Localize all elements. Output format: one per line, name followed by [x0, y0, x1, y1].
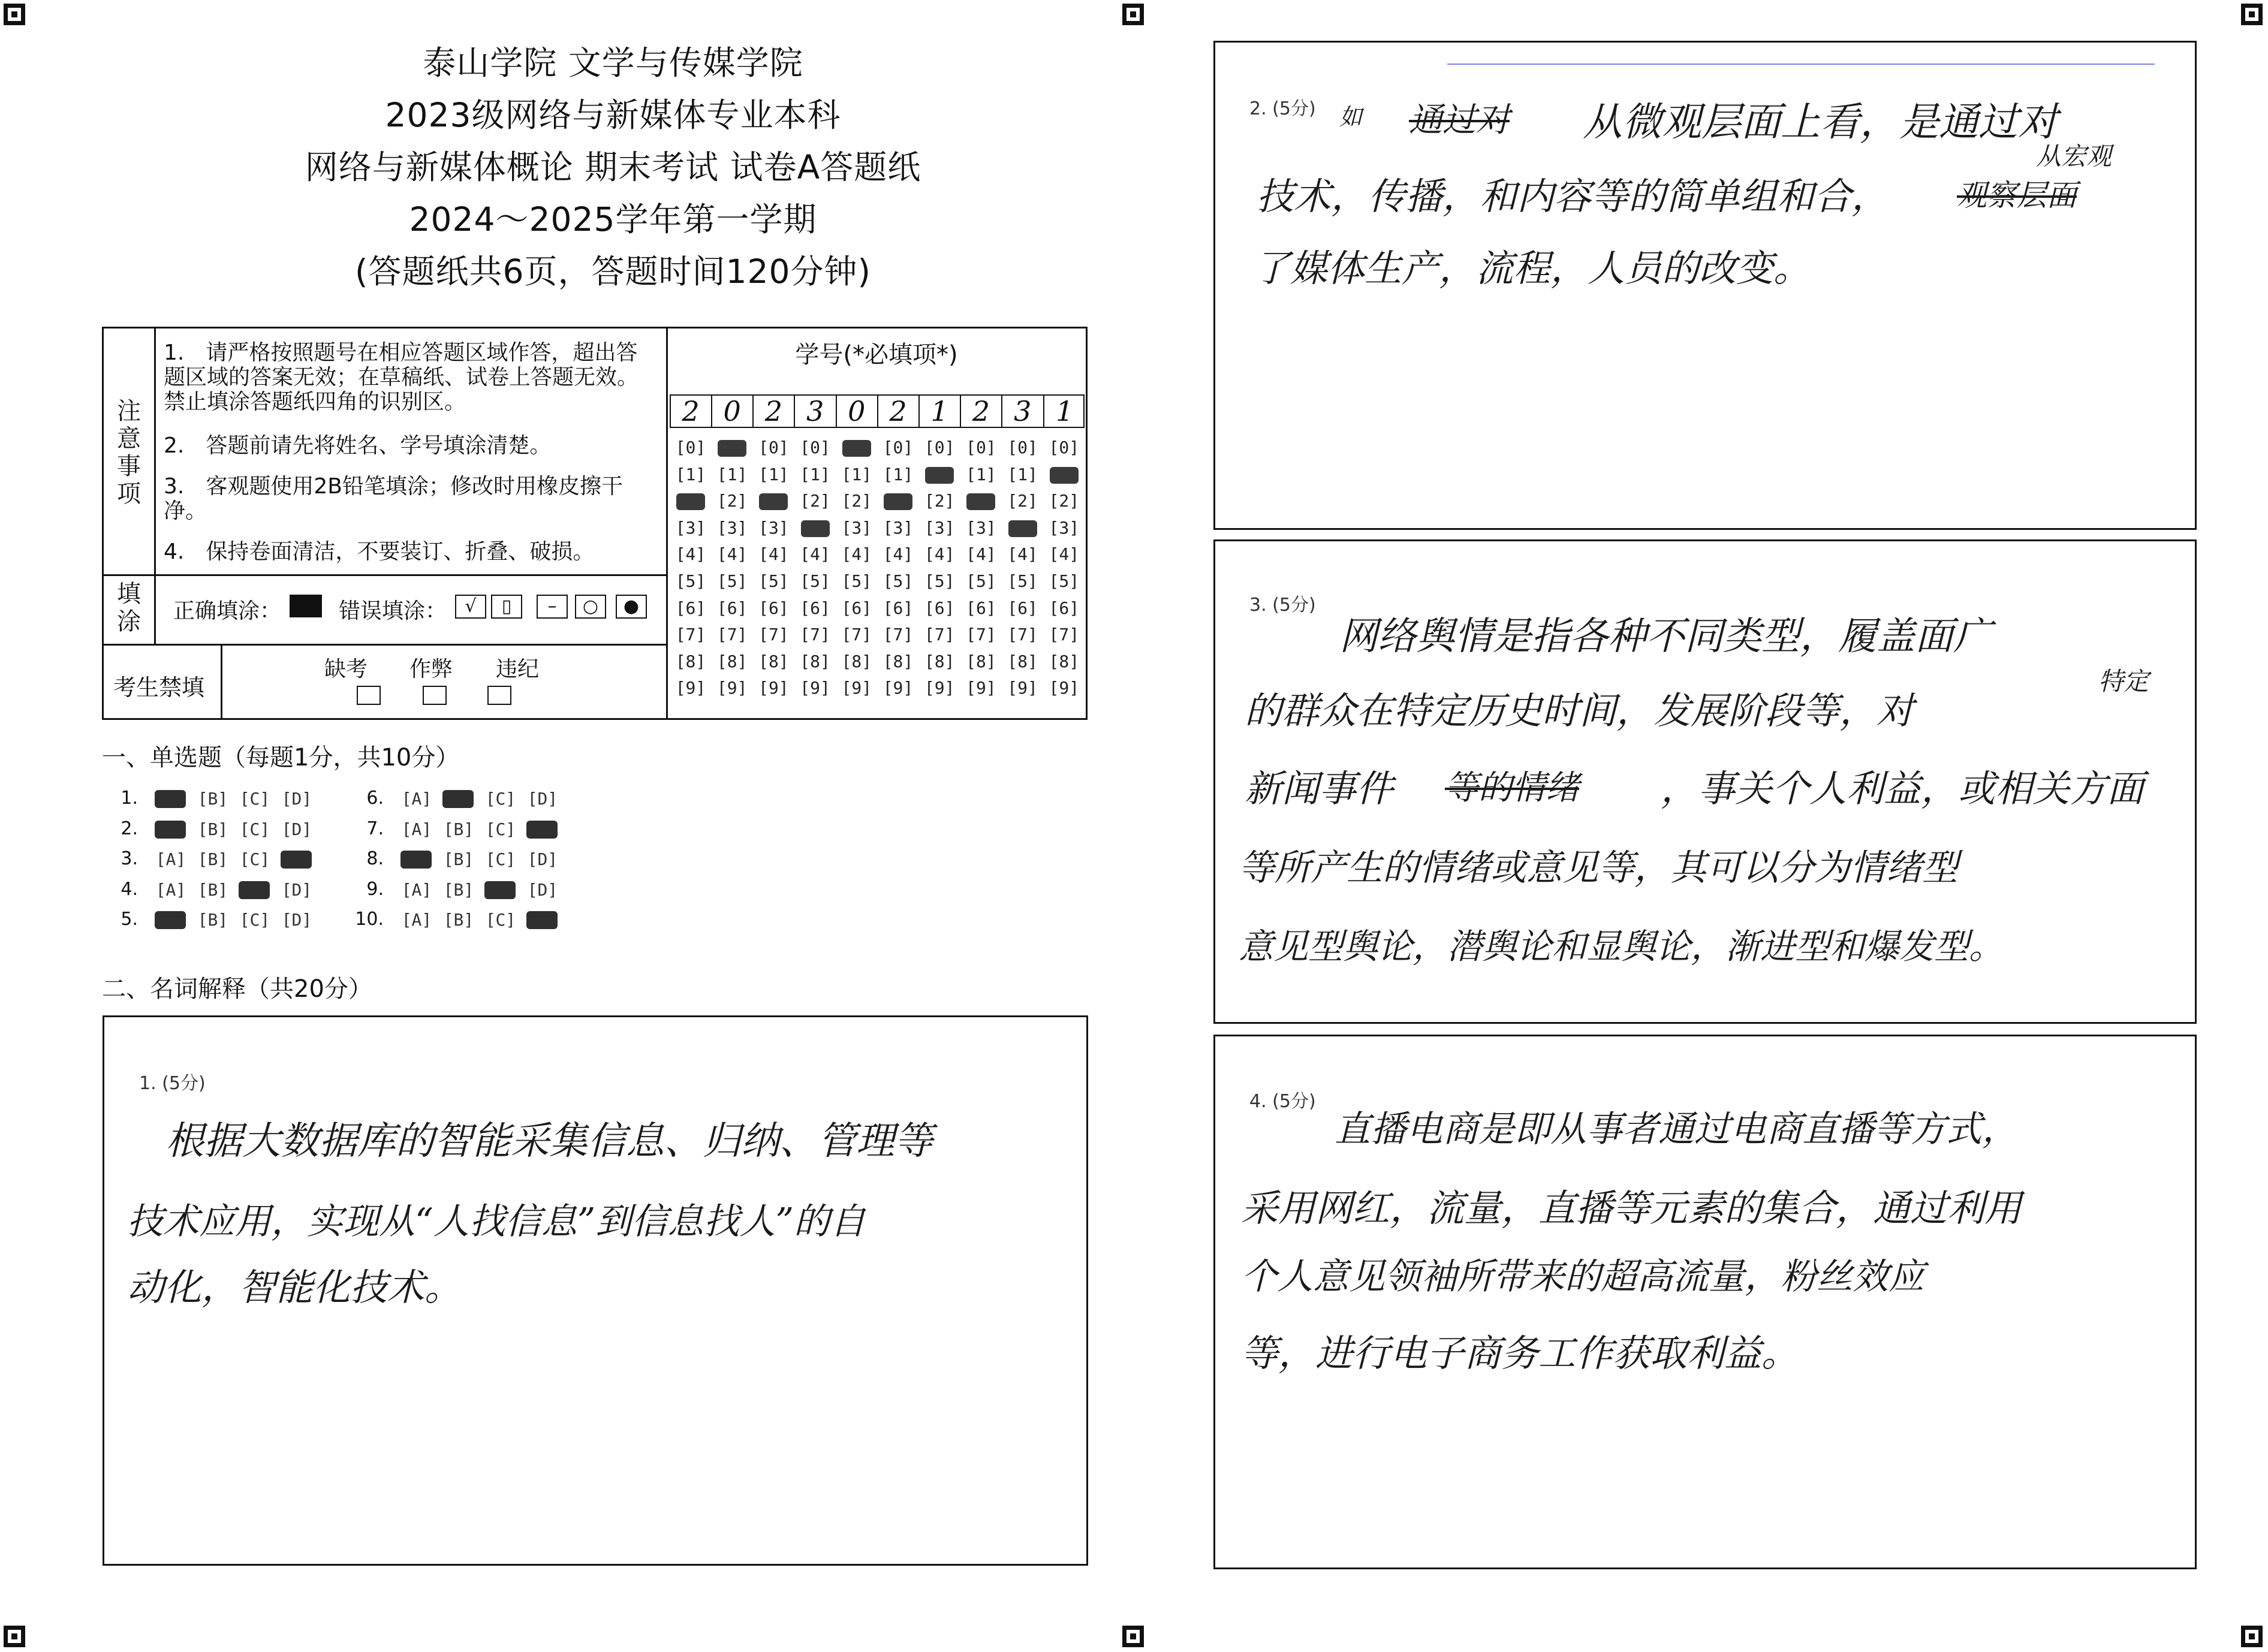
mc-filled-bubble[interactable]: [526, 821, 558, 839]
mc-option-bubble[interactable]: [A]: [401, 879, 432, 900]
mc-option-bubble[interactable]: [A]: [155, 849, 186, 869]
student-id-bubble[interactable]: [0]: [1007, 438, 1038, 457]
mc-option-bubble[interactable]: [C]: [239, 789, 270, 809]
student-id-bubble[interactable]: [4]: [675, 544, 706, 565]
mc-option-bubble[interactable]: [B]: [197, 819, 228, 839]
student-id-bubble[interactable]: [3]: [716, 517, 748, 538]
q3-line-3b: ，事关个人利益，或相关方面: [1661, 767, 2144, 810]
student-id-bubble[interactable]: [7]: [966, 625, 996, 645]
student-id-bubble[interactable]: [8]: [1007, 651, 1038, 671]
student-id-bubble[interactable]: [7]: [1049, 625, 1080, 645]
header-note: (答题纸共6页，答题时间120分钟): [355, 252, 871, 291]
mc-option-bubble[interactable]: [D]: [281, 910, 312, 930]
student-id-bubble[interactable]: [1]: [882, 464, 914, 484]
q1-line-2: 技术应用，实现从“人找信息”到信息找人”的自: [127, 1201, 866, 1243]
mc-option-bubble[interactable]: [C]: [239, 849, 270, 869]
q3-line-1: 网络舆情是指各种不同类型，履盖面广: [1339, 614, 1992, 659]
header-course: 网络与新媒体概论 期末考试 试卷A答题纸: [305, 148, 921, 186]
q2-line-2: 技术，传播，和内容等的简单组和合，: [1257, 174, 1889, 218]
student-id-bubble[interactable]: [1]: [675, 464, 706, 484]
student-id-filled-bubble[interactable]: [676, 493, 705, 510]
student-id-bubble[interactable]: [6]: [882, 598, 914, 618]
q4-line-1: 直播电商是即从事者通过电商直播等方式，: [1335, 1108, 2018, 1150]
student-id-filled-bubble[interactable]: [1050, 467, 1079, 484]
student-id-bubble[interactable]: [2]: [924, 491, 955, 511]
mc-filled-bubble[interactable]: [526, 911, 558, 929]
student-id-bubble[interactable]: [2]: [1049, 491, 1080, 511]
q2-pen-stroke: [1447, 64, 2155, 65]
student-id-bubble[interactable]: [9]: [882, 678, 914, 698]
student-id-bubble[interactable]: [6]: [675, 598, 706, 618]
student-id-bubble[interactable]: [5]: [841, 571, 872, 591]
student-id-bubble[interactable]: [3]: [1049, 517, 1080, 538]
student-id-bubble[interactable]: [7]: [758, 625, 789, 645]
student-id-bubble[interactable]: [6]: [924, 598, 955, 618]
wrong-fill-label: 错误填涂：: [339, 599, 447, 623]
q3-struck: 等的情绪: [1445, 768, 1579, 807]
student-id-digit: 0: [836, 396, 878, 427]
student-id-bubble[interactable]: [3]: [966, 517, 996, 538]
mc-question-number: 2.: [121, 818, 138, 839]
mc-option-bubble[interactable]: [C]: [239, 910, 270, 930]
mc-filled-bubble[interactable]: [155, 911, 186, 929]
notice-item-3: 3. 客观题使用2B铅笔填涂；修改时用橡皮擦干净。: [164, 474, 623, 523]
student-id-bubble[interactable]: [8]: [841, 651, 872, 671]
header-term: 2024～2025学年第一学期: [409, 200, 817, 239]
corner-marker-tl: [4, 4, 25, 25]
student-id-bubble[interactable]: [5]: [716, 571, 748, 591]
student-id-bubble[interactable]: [7]: [800, 625, 830, 645]
student-id-bubble[interactable]: [9]: [800, 678, 830, 698]
student-id-bubble[interactable]: [8]: [716, 651, 748, 671]
student-id-bubble[interactable]: [3]: [924, 517, 955, 538]
student-id-bubble[interactable]: [1]: [966, 464, 996, 484]
student-id-bubble[interactable]: [1]: [841, 464, 872, 484]
terms-section-title: 二、名词解释（共20分）: [102, 975, 372, 1003]
student-id-bubble[interactable]: [1]: [800, 464, 830, 484]
mc-option-bubble[interactable]: [A]: [155, 879, 186, 900]
student-id-bubble[interactable]: [6]: [966, 598, 996, 618]
q3-line-3a: 新闻事件: [1245, 767, 1394, 810]
fill-label: 填涂: [117, 580, 141, 635]
student-id-bubble[interactable]: [7]: [841, 625, 872, 645]
student-id-bubble[interactable]: [3]: [841, 517, 872, 538]
q3-line-4: 等所产生的情绪或意见等，其可以分为情绪型: [1239, 847, 1958, 889]
header-major: 2023级网络与新媒体专业本科: [385, 96, 841, 134]
wrong-fill-dot: ●: [616, 595, 647, 619]
student-id-bubble[interactable]: [0]: [966, 438, 996, 457]
student-id-digit: 1: [1056, 395, 1074, 427]
mc-option-bubble[interactable]: [A]: [401, 910, 432, 930]
student-id-bubble[interactable]: [4]: [841, 544, 872, 565]
student-id-title: 学号(*必填项*): [795, 341, 958, 369]
mc-filled-bubble[interactable]: [400, 851, 432, 869]
student-id-bubble[interactable]: [5]: [882, 571, 914, 591]
student-id-bubble[interactable]: [4]: [716, 544, 748, 565]
mc-option-bubble[interactable]: [B]: [197, 879, 228, 900]
student-id-bubble[interactable]: [8]: [966, 651, 996, 671]
mc-option-bubble[interactable]: [B]: [197, 789, 228, 809]
mc-option-bubble[interactable]: [C]: [485, 819, 516, 839]
student-id-bubble[interactable]: [0]: [882, 438, 914, 457]
student-id-digit: 1: [919, 396, 961, 427]
q3-line-2: 的群众在特定历史时间，发展阶段等，对: [1245, 689, 1914, 732]
student-id-bubble[interactable]: [9]: [1049, 678, 1080, 698]
forbidden-absent-box[interactable]: [357, 686, 381, 705]
q4-line-3: 个人意见领袖所带来的超高流量，粉丝效应: [1241, 1256, 1924, 1298]
mc-question-number: 1.: [121, 788, 138, 809]
q2-line-1: 从微观层面上看，是通过对: [1583, 99, 2058, 145]
wrong-fill-bar: ▯: [491, 595, 522, 619]
q2-struck-1: 通过对: [1409, 101, 1510, 140]
student-id-digit: 2: [670, 396, 712, 427]
mc-option-bubble[interactable]: [D]: [281, 879, 312, 900]
mc-option-bubble[interactable]: [D]: [527, 879, 558, 900]
header-school: 泰山学院 文学与传媒学院: [423, 44, 803, 82]
corner-marker-tr: [2241, 4, 2263, 25]
corner-marker-br: [2241, 1626, 2263, 1647]
student-id-bubble[interactable]: [5]: [1049, 571, 1080, 591]
student-id-bubble[interactable]: [3]: [675, 517, 706, 538]
mc-filled-bubble[interactable]: [281, 851, 312, 869]
mc-option-bubble[interactable]: [C]: [485, 910, 516, 930]
student-id-bubble[interactable]: [9]: [841, 678, 872, 698]
wrong-fill-dash: –: [537, 595, 568, 619]
mc-option-bubble[interactable]: [C]: [485, 849, 516, 869]
student-id-filled-bubble[interactable]: [842, 440, 871, 457]
mc-option-bubble[interactable]: [B]: [443, 819, 474, 839]
student-id-digit: 0: [712, 396, 754, 427]
student-id-bubble[interactable]: [5]: [800, 571, 830, 591]
notice-item-1: 1. 请严格按照题号在相应答题区域作答，超出答题区域的答案无效；在草稿纸、试卷上答题无效。禁止填涂答题纸四角的识别区。: [164, 340, 639, 414]
student-id-bubble[interactable]: [6]: [1049, 598, 1080, 618]
student-id-bubble[interactable]: [2]: [841, 491, 872, 511]
student-id-bubble[interactable]: [1]: [758, 464, 789, 484]
student-id-bubble[interactable]: [5]: [758, 571, 789, 591]
student-id-bubble[interactable]: [6]: [1007, 598, 1038, 618]
student-id-bubble[interactable]: [8]: [675, 651, 706, 671]
student-id-bubble[interactable]: [7]: [924, 625, 955, 645]
exam-header: [216, 37, 1010, 298]
mc-option-bubble[interactable]: [C]: [239, 819, 270, 839]
student-id-bubble[interactable]: [8]: [800, 651, 830, 671]
q3-label: 3. (5分): [1249, 595, 1316, 616]
q2-line-3: 了媒体生产，流程，人员的改变。: [1253, 246, 1811, 290]
q1-line-3: 动化，智能化技术。: [127, 1265, 462, 1309]
corner-marker-bm: [1122, 1626, 1144, 1647]
student-id-bubble[interactable]: [2]: [800, 491, 830, 511]
mc-question-number: 3.: [121, 848, 138, 869]
q2-label: 2. (5分): [1249, 98, 1316, 119]
student-id-bubble[interactable]: [6]: [800, 598, 830, 618]
forbidden-label: 考生禁填: [113, 674, 205, 701]
q4-line-4: 等，进行电子商务工作获取利益。: [1241, 1331, 1799, 1375]
student-id-digit: 2: [878, 396, 920, 427]
student-id-bubble[interactable]: [7]: [716, 625, 748, 645]
student-id-filled-bubble[interactable]: [884, 493, 912, 510]
student-id-bubble[interactable]: [9]: [924, 678, 955, 698]
student-id-bubble[interactable]: [7]: [1007, 625, 1038, 645]
notice-item-2: 2. 答题前请先将姓名、学号填涂清楚。: [164, 433, 552, 458]
student-id-bubble[interactable]: [2]: [1007, 491, 1038, 511]
q4-label: 4. (5分): [1249, 1091, 1316, 1112]
mc-option-bubble[interactable]: [B]: [443, 849, 474, 869]
student-id-bubble[interactable]: [7]: [882, 625, 914, 645]
student-id-bubble[interactable]: [1]: [716, 464, 748, 484]
student-id-bubble[interactable]: [0]: [1049, 438, 1080, 457]
mc-option-bubble[interactable]: [B]: [443, 879, 474, 900]
student-id-bubble[interactable]: [5]: [675, 571, 706, 591]
mc-question-number: 9.: [366, 878, 384, 900]
student-id-bubble[interactable]: [4]: [1007, 544, 1038, 565]
q4-line-2: 采用网红，流量，直播等元素的集合，通过利用: [1241, 1186, 2022, 1230]
student-id-bubble[interactable]: [0]: [758, 438, 789, 457]
notice-vertical-label: 注意事项: [117, 397, 141, 508]
student-id-bubble[interactable]: [4]: [924, 544, 955, 565]
mc-question-number: 7.: [366, 818, 384, 839]
q1-line-1: 根据大数据库的智能采集信息、归纳、管理等: [165, 1119, 933, 1163]
student-id-bubble[interactable]: [8]: [924, 651, 955, 671]
student-id-bubble[interactable]: [8]: [882, 651, 914, 671]
student-id-bubble[interactable]: [0]: [924, 438, 955, 457]
mc-option-bubble[interactable]: [B]: [197, 849, 228, 869]
student-id-bubble[interactable]: [2]: [716, 491, 748, 511]
forbidden-cheat-label: 作弊: [409, 657, 453, 682]
student-id-bubble[interactable]: [3]: [882, 517, 914, 538]
student-id-bubble[interactable]: [4]: [882, 544, 914, 565]
mc-section-title: 一、单选题（每题1分，共10分）: [102, 744, 460, 771]
student-id-filled-bubble[interactable]: [759, 493, 788, 510]
mc-filled-bubble[interactable]: [239, 881, 270, 899]
student-id-bubble[interactable]: [5]: [1007, 571, 1038, 591]
mc-question-number: 10.: [355, 909, 384, 930]
q3-line-5: 意见型舆论，潜舆论和显舆论，渐进型和爆发型。: [1239, 926, 2004, 967]
forbidden-absent-label: 缺考: [324, 657, 368, 682]
wrong-fill-circle: ○: [575, 595, 606, 619]
mc-filled-bubble[interactable]: [484, 881, 516, 899]
student-id-bubble[interactable]: [0]: [800, 438, 830, 457]
forbidden-violate-box[interactable]: [487, 686, 511, 705]
mc-option-bubble[interactable]: [C]: [485, 789, 516, 809]
student-id-bubble[interactable]: [8]: [1049, 651, 1080, 671]
mc-question-number: 4.: [121, 878, 138, 900]
student-id-digit: 2: [960, 396, 1002, 427]
mc-option-bubble[interactable]: [D]: [281, 789, 312, 809]
q2-prefix: 如: [1339, 104, 1363, 130]
student-id-filled-bubble[interactable]: [1008, 520, 1037, 537]
q3-insert: 特定: [2098, 667, 2149, 696]
forbidden-violate-label: 违纪: [496, 657, 540, 682]
corner-marker-tm: [1122, 4, 1144, 25]
mc-filled-bubble[interactable]: [155, 821, 186, 839]
student-id-bubble[interactable]: [6]: [716, 598, 748, 618]
forbidden-cheat-box[interactable]: [423, 686, 447, 705]
q2-struck-2: 观察层面: [1957, 178, 2077, 213]
corner-marker-bl: [4, 1626, 25, 1647]
mc-option-bubble[interactable]: [D]: [281, 819, 312, 839]
student-id-bubble[interactable]: [5]: [924, 571, 955, 591]
student-id-bubble[interactable]: [9]: [675, 678, 706, 698]
student-id-digit: 2: [753, 396, 795, 427]
mc-filled-bubble[interactable]: [155, 790, 186, 808]
correct-fill-label: 正确填涂：: [173, 599, 282, 623]
student-id-bubble[interactable]: [9]: [716, 678, 748, 698]
mc-option-bubble[interactable]: [B]: [443, 910, 474, 930]
student-id-bubble[interactable]: [9]: [966, 678, 996, 698]
mc-option-bubble[interactable]: [D]: [527, 789, 558, 809]
wrong-fill-check: √: [455, 595, 486, 619]
student-id-bubble[interactable]: [4]: [758, 544, 789, 565]
student-id-filled-bubble[interactable]: [718, 440, 746, 457]
student-id-filled-bubble[interactable]: [801, 520, 830, 537]
mc-option-bubble[interactable]: [A]: [401, 819, 432, 839]
q1-label: 1. (5分): [139, 1073, 206, 1094]
student-id-bubble[interactable]: [9]: [758, 678, 789, 698]
q2-insert: 从宏观: [2036, 141, 2112, 171]
student-id-bubble[interactable]: [7]: [675, 625, 706, 645]
student-id-digit: 3: [795, 396, 837, 427]
student-id-bubble[interactable]: [4]: [800, 544, 830, 565]
mc-option-bubble[interactable]: [D]: [527, 849, 558, 869]
student-id-bubble[interactable]: [4]: [1049, 544, 1080, 565]
student-id-bubble[interactable]: [9]: [1007, 678, 1038, 698]
student-id-bubble[interactable]: [5]: [966, 571, 996, 591]
mc-question-number: 8.: [366, 848, 384, 869]
student-id-bubble[interactable]: [6]: [758, 598, 789, 618]
mc-question-number: 5.: [121, 909, 138, 930]
student-id-filled-bubble[interactable]: [925, 467, 954, 484]
notice-item-4: 4. 保持卷面清洁，不要装订、折叠、破损。: [164, 539, 595, 564]
mc-option-bubble[interactable]: [A]: [401, 789, 432, 809]
student-id-bubble[interactable]: [6]: [841, 598, 872, 618]
student-id-digit: 3: [1002, 396, 1044, 427]
correct-fill-sample: [290, 595, 322, 617]
student-id-bubble[interactable]: [4]: [966, 544, 996, 565]
student-id-bubble[interactable]: [8]: [758, 651, 789, 671]
mc-filled-bubble[interactable]: [442, 790, 474, 808]
student-id-bubble[interactable]: [1]: [1007, 464, 1038, 484]
mc-option-bubble[interactable]: [B]: [197, 910, 228, 930]
student-id-bubble[interactable]: [3]: [758, 517, 789, 538]
mc-question-number: 6.: [366, 788, 384, 809]
student-id-filled-bubble[interactable]: [966, 493, 995, 510]
student-id-bubble[interactable]: [0]: [675, 438, 706, 457]
